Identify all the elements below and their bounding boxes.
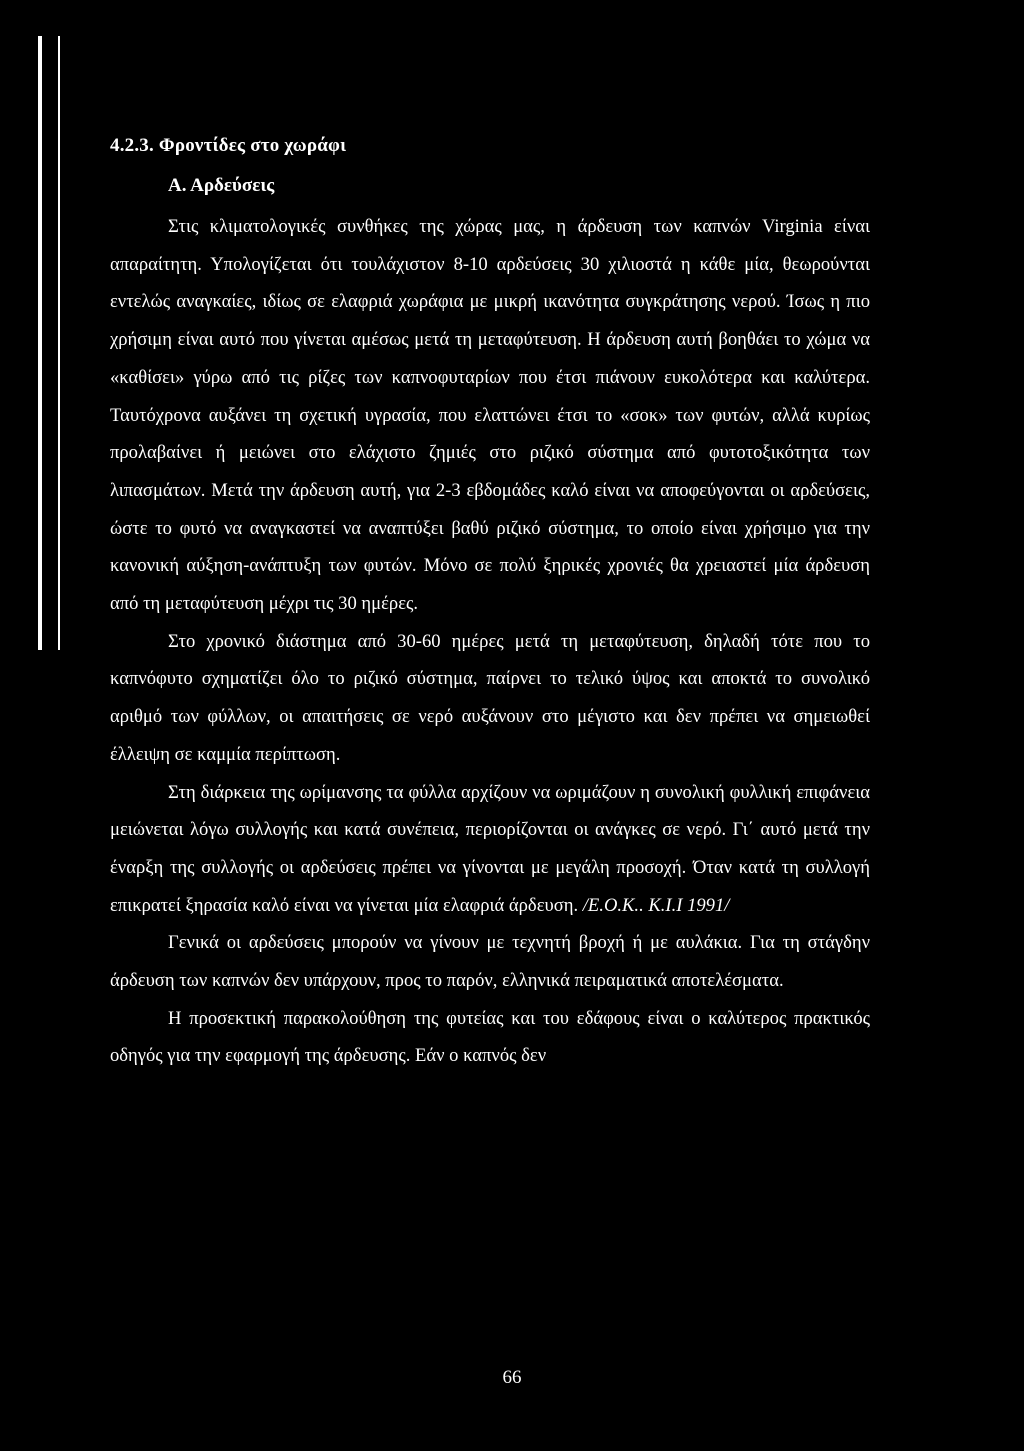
section-heading: 4.2.3. Φροντίδες στο χωράφι [110, 135, 347, 156]
scan-border-line [38, 36, 42, 650]
paragraph-irrigation-intro [110, 208, 870, 623]
paragraph-text: Γενικά οι αρδεύσεις μπορούν να γίνουν με τεχνητή βροχή ή με αυλάκια. Για τη στάγδην άρδευση των καπνών δεν υπάρχουν, προς το παρόν, ελληνικά πειραματικά αποτελέσματα. [110, 932, 870, 992]
paragraph-text: Στις κλιματολογικές συνθήκες της χώρας μας, η άρδευση των καπνών Virginia είναι απαραίτητη. Υπολογίζεται ότι τουλάχιστον 8-10 αρδεύσεις 30 χιλιοστά η κάθε μία, θεωρούνται εντελώς αναγκαίες, ιδίως σε ελαφριά χωράφια με μικρή ικανότητα συγκράτησης νερού. Ίσως η πιο χρήσιμη είναι αυτό που γίνεται αμέσως μετά τη μεταφύτευση. Η άρδευση αυτή βοηθάει το χώμα να «καθίσει» γύρω από τις ρίζες των καπνοφυταρίων που έτσι πιάνουν ευκολότερα και καλύτερα. Ταυτόχρονα αυξάνει τη σχετική υγρασία, που ελαττώνει έτσι το «σοκ» των φυτών, αλλά κυρίως προλαβαίνει ή μειώνει στο ελάχιστο ζημιές στο ριζικό σύστημα από φυτοτοξικότητα των λιπασμάτων. Μετά την άρδευση αυτή, για 2-3 εβδομάδες καλό είναι να αποφεύγονται οι αρδεύσεις, ώστε το φυτό να αναγκαστεί να αναπτύξει βαθύ ριζικό σύστημα, το οποίο είναι χρήσιμο για την κανονική αύξηση-ανάπτυξη των φυτών. Μόνο σε πολύ ξηρικές χρονιές θα χρειαστεί μία άρδευση από τη μεταφύτευση μέχρι τις 30 ημέρες. [110, 216, 870, 615]
scan-border-line-inner [58, 36, 60, 650]
subsection-heading: Α. Αρδεύσεις [168, 175, 275, 196]
paragraph-methods [110, 924, 870, 999]
paragraph-ripening [110, 774, 870, 925]
citation-reference: /Ε.Ο.Κ.. Κ.Ι.Ι 1991/ [582, 894, 730, 916]
paragraph-text: Στο χρονικό διάστημα από 30-60 ημέρες μετά τη μεταφύτευση, δηλαδή τότε που το καπνόφυτο σχηματίζει όλο το ριζικό σύστημα, παίρνει το τελικό ύψος και αποκτά το συνολικό αριθμό των φύλλων, οι απαιτήσεις σε νερό αυξάνουν στο μέγιστο και δεν πρέπει να σημειωθεί έλλειψη σε καμμία περίπτωση. [110, 630, 870, 765]
paragraph-30-60-days [110, 623, 870, 774]
paragraph-text: Στη διάρκεια της ωρίμανσης τα φύλλα αρχίζουν να ωριμάζουν η συνολική φυλλική επιφάνεια μειώνεται λόγω συλλογής και κατά συνέπεια, περιορίζονται οι ανάγκες σε νερό. Γι΄ αυτό μετά την έναρξη της συλλογής οι αρδεύσεις πρέπει να γίνονται με μεγάλη προσοχή. Όταν κατά τη συλλογή επικρατεί ξηρασία καλό είναι να γίνεται μία ελαφριά άρδευση. [110, 781, 870, 916]
page-number: 66 [502, 1367, 522, 1388]
paragraph-text: Η προσεκτική παρακολούθηση της φυτείας και του εδάφους είναι ο καλύτερος πρακτικός οδηγός για την εφαρμογή της άρδευσης. Εάν ο καπνός δεν [110, 1007, 870, 1067]
paragraph-monitoring [110, 1000, 870, 1075]
document-page [110, 132, 870, 1075]
